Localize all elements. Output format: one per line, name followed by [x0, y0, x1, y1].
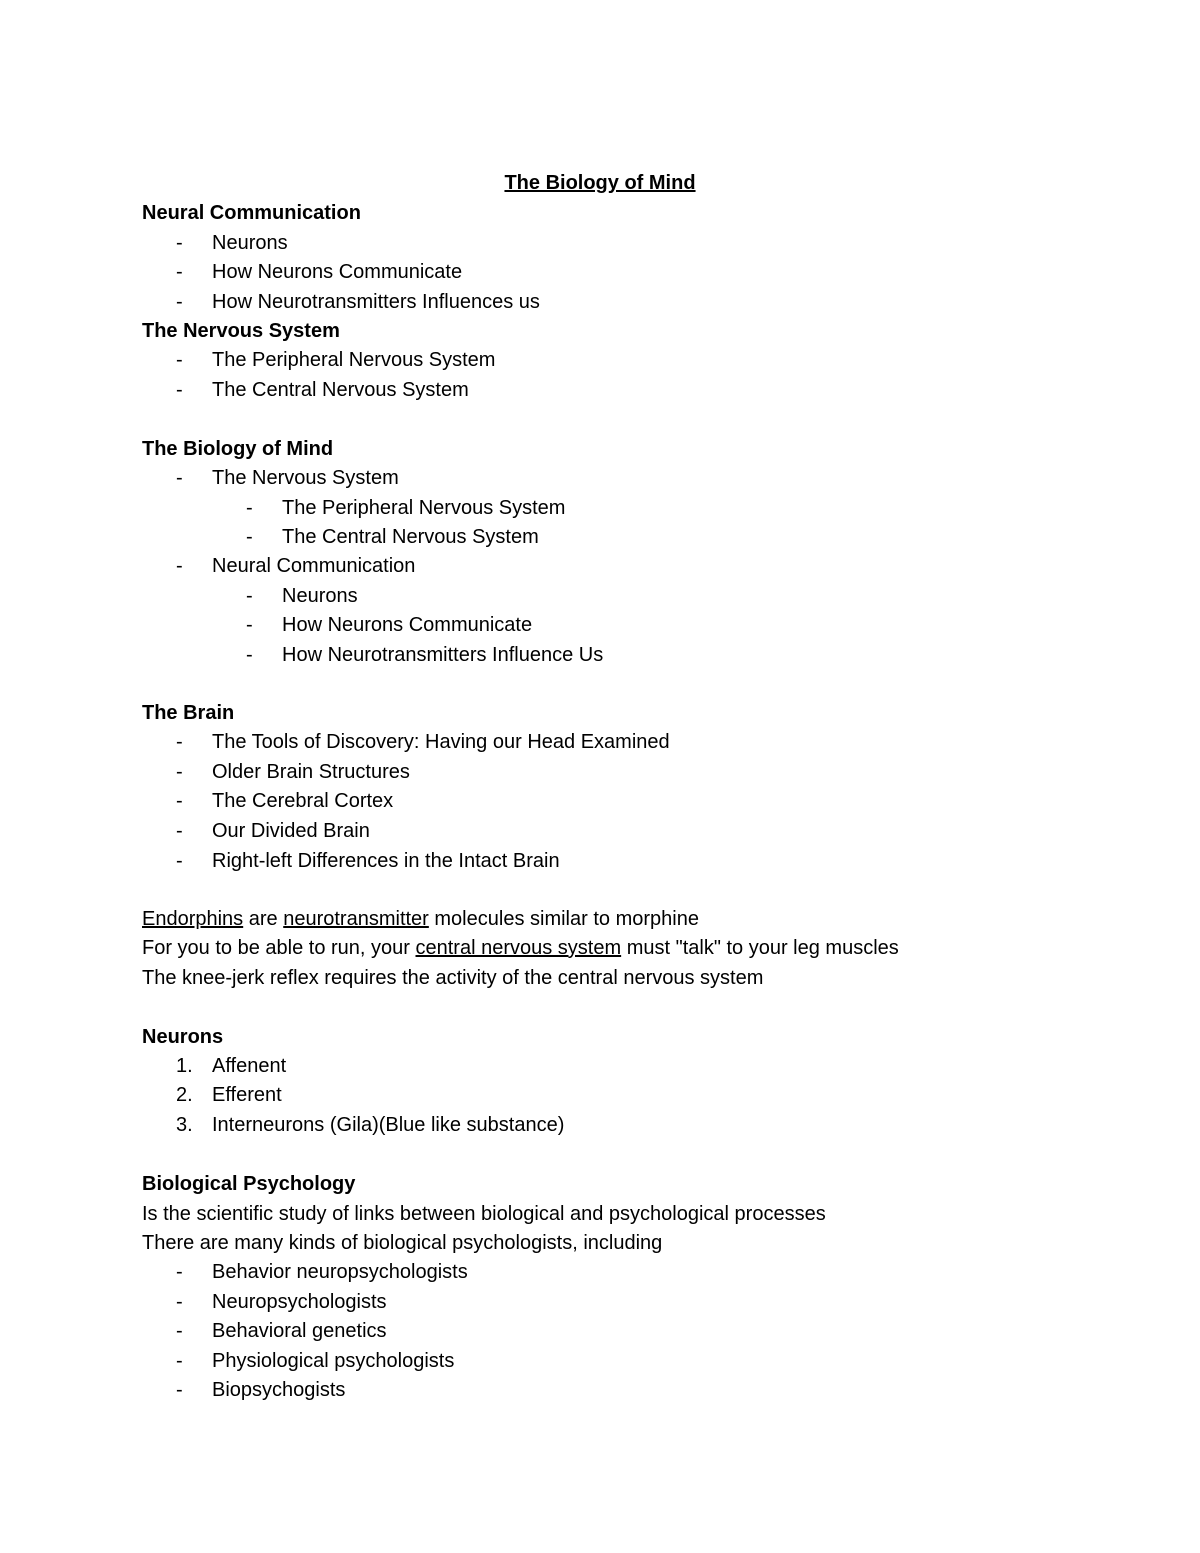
sub-list-item-text: How Neurons Communicate	[282, 614, 533, 636]
bullet-dash: -	[176, 349, 183, 371]
bullet-dash: -	[176, 467, 183, 489]
section-heading-nervous-system: The Nervous System	[142, 320, 340, 342]
sub-list-item-text: Neurons	[282, 585, 358, 607]
bullet-dash: -	[246, 614, 253, 636]
paragraph-text: must "talk" to your leg muscles	[621, 937, 899, 959]
bullet-dash: -	[176, 1379, 183, 1401]
underlined-term: neurotransmitter	[283, 908, 429, 930]
list-item-text: The Tools of Discovery: Having our Head Examined	[212, 731, 670, 753]
section-heading-brain: The Brain	[142, 702, 235, 724]
paragraph-text: For you to be able to run, your	[142, 937, 416, 959]
bullet-dash: -	[176, 731, 183, 753]
bullet-dash: -	[246, 497, 253, 519]
list-item-text: The Peripheral Nervous System	[212, 349, 496, 371]
list-item-text: Efferent	[212, 1084, 282, 1106]
bullet-dash: -	[246, 526, 253, 548]
list-number: 3.	[176, 1114, 193, 1136]
paragraph-run	[142, 936, 899, 960]
list-item-text: Biopsychogists	[212, 1379, 346, 1401]
bullet-dash: -	[246, 585, 253, 607]
list-item-text: Physiological psychologists	[212, 1350, 455, 1372]
list-item-text: Behavioral genetics	[212, 1320, 387, 1342]
list-item-text: How Neurons Communicate	[212, 261, 463, 283]
bullet-dash: -	[176, 850, 183, 872]
document-title: The Biology of Mind	[504, 172, 696, 194]
paragraph-text: are	[243, 908, 284, 930]
list-item-text: The Nervous System	[212, 467, 399, 489]
bullet-dash: -	[176, 790, 183, 812]
bullet-dash: -	[176, 1350, 183, 1372]
bullet-dash: -	[176, 555, 183, 577]
bullet-dash: -	[176, 761, 183, 783]
section-heading-biology-of-mind: The Biology of Mind	[142, 438, 334, 460]
list-item-text: Neuropsychologists	[212, 1291, 387, 1313]
list-item-text: Affenent	[212, 1055, 287, 1077]
list-number: 1.	[176, 1055, 193, 1077]
bullet-dash: -	[176, 1320, 183, 1342]
list-item-text: Neurons	[212, 232, 288, 254]
bullet-dash: -	[176, 261, 183, 283]
bullet-dash: -	[176, 379, 183, 401]
list-item-text: Neural Communication	[212, 555, 416, 577]
section-heading-neural-communication: Neural Communication	[142, 202, 361, 224]
sub-list-item-text: The Central Nervous System	[282, 526, 539, 548]
list-item-text: Right-left Differences in the Intact Brain	[212, 850, 560, 872]
list-item-text: Older Brain Structures	[212, 761, 410, 783]
list-item-text: The Cerebral Cortex	[212, 790, 394, 812]
bullet-dash: -	[176, 1291, 183, 1313]
list-number: 2.	[176, 1084, 193, 1106]
list-item-text: How Neurotransmitters Influences us	[212, 291, 540, 313]
paragraph-kinds: There are many kinds of biological psychologists, including	[142, 1232, 663, 1254]
section-heading-biological-psychology: Biological Psychology	[142, 1173, 356, 1195]
bullet-dash: -	[246, 644, 253, 666]
bullet-dash: -	[176, 232, 183, 254]
bullet-dash: -	[176, 820, 183, 842]
bullet-dash: -	[176, 1261, 183, 1283]
section-heading-neurons: Neurons	[142, 1026, 224, 1048]
paragraph-text: molecules similar to morphine	[428, 908, 699, 930]
list-item-text: Interneurons (Gila)(Blue like substance)	[212, 1114, 565, 1136]
paragraph-knee-jerk: The knee-jerk reflex requires the activity of the central nervous system	[142, 967, 764, 989]
underlined-term: Endorphins	[142, 908, 244, 930]
sub-list-item-text: The Peripheral Nervous System	[282, 497, 566, 519]
paragraph-definition: Is the scientific study of links between biological and psychological processes	[142, 1203, 826, 1225]
list-item-text: The Central Nervous System	[212, 379, 469, 401]
paragraph-endorphins	[142, 907, 699, 931]
list-item-text: Behavior neuropsychologists	[212, 1261, 468, 1283]
list-item-text: Our Divided Brain	[212, 820, 370, 842]
sub-list-item-text: How Neurotransmitters Influence Us	[282, 644, 604, 666]
underlined-term: central nervous system	[415, 937, 622, 959]
bullet-dash: -	[176, 291, 183, 313]
